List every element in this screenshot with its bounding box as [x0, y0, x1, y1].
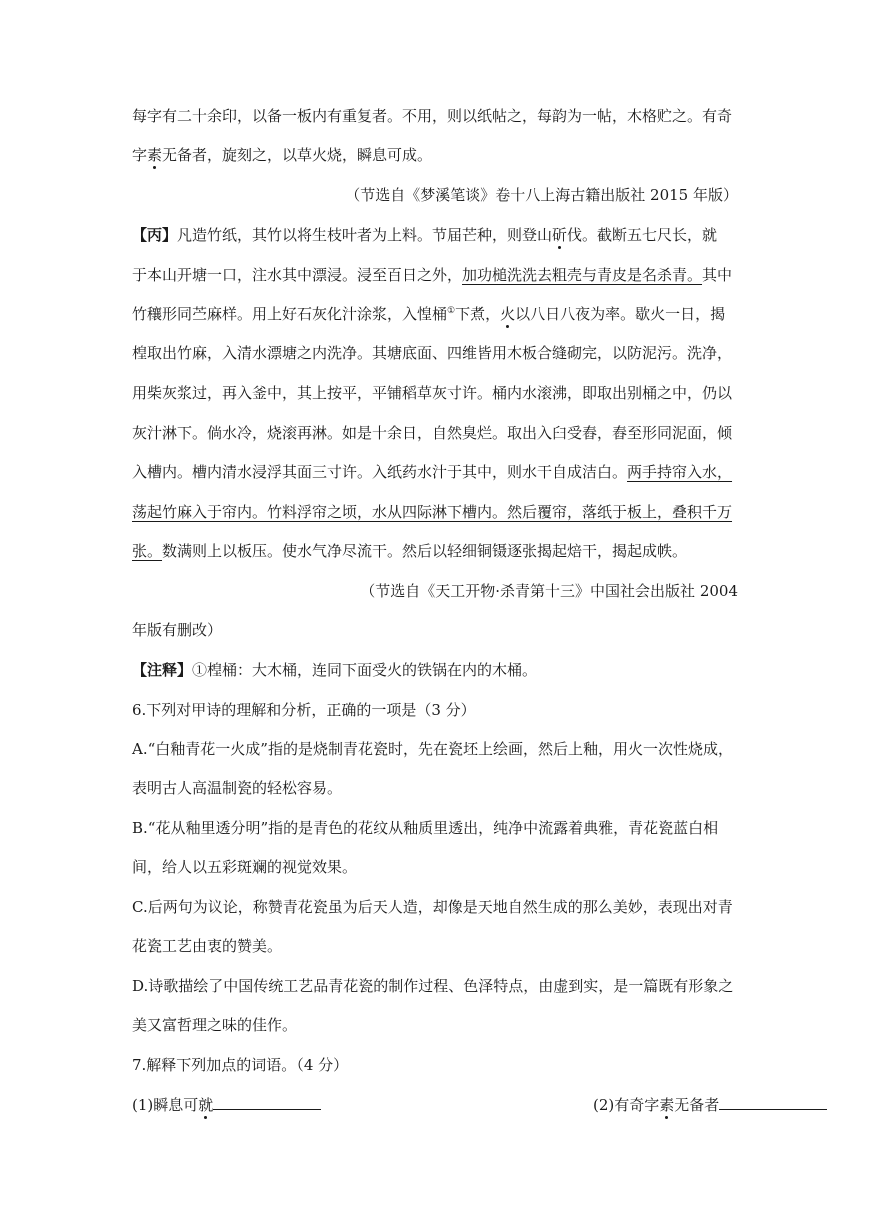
option-d: 美又富哲理之味的佳作。: [132, 1016, 298, 1034]
underlined-sentence: 荡起竹麻入于帘内。竹料浮帘之顷，水从四际淋下槽内。然后覆帘，落纸于板上，叠积千万: [132, 503, 733, 521]
answer-blank-1[interactable]: [213, 1095, 321, 1110]
underlined-sentence: 加功槌洗洗去粗壳与青皮是名杀青。: [462, 266, 703, 284]
option-a: 表明古人高温制瓷的轻松容易。: [132, 779, 343, 797]
option-b: B.“花从釉里透分明”指的是青色的花纹从釉质里透出，纯净中流露着典雅，青花瓷蓝白相: [132, 819, 719, 837]
option-a: A.“白釉青花一火成”指的是烧制青花瓷时，先在瓷坯上绘画，然后上釉，用火一次性烧成，: [132, 740, 733, 758]
passage-line: 每字有二十余印，以备一板内有重复者。不用，则以纸帖之，每韵为一帖，木格贮之。有奇: [132, 107, 733, 125]
passage-line: [132, 502, 738, 522]
dotted-char: 素: [147, 146, 163, 164]
annotation-label: 【注释】: [132, 661, 193, 679]
dotted-char: 就: [198, 1096, 214, 1114]
option-c: 花瓷工艺由衷的赞美。: [132, 937, 283, 955]
footnote-marker: ①: [447, 306, 456, 316]
option-c: C.后两句为议论，称赞青花瓷虽为后天人造，却像是天地自然生成的那么美妙，表现出对青: [132, 898, 733, 916]
passage-line: 灰汁淋下。倘水冷，烧滚再淋。如是十余日，自然臭烂。取出入臼受舂，舂至形同泥面，倾: [132, 424, 733, 442]
question-7-items: [132, 1095, 738, 1115]
source-citation: （节选自《梦溪笔谈》卷十八上海古籍出版社 2015 年版）: [345, 186, 738, 204]
q7-item-1: (1)瞬息可就: [132, 1096, 321, 1114]
dotted-char: 火: [500, 305, 516, 323]
section-label: 【丙】: [132, 226, 178, 244]
passage-line: 入槽内。槽内清水浸浮其面三寸许。入纸药水汁于其中，则水干自成洁白。两手持帘入水，: [132, 463, 733, 481]
passage-line: 张。数满则上以板压。使水气净尽流干。然后以轻细铜镊逐张揭起焙干，揭起成帙。: [132, 542, 688, 560]
dotted-char: 斫: [552, 226, 568, 244]
underlined-sentence: 张。: [132, 542, 163, 560]
q7-item-2: (2)有奇字素无备者: [593, 1095, 827, 1115]
question-6-stem: 6.下列对甲诗的理解和分析，正确的一项是（3 分）: [132, 701, 476, 719]
answer-blank-2[interactable]: [719, 1095, 827, 1110]
passage-line: 于本山开塘一口，注水其中漂浸。浸至百日之外，加功槌洗洗去粗壳与青皮是名杀青。其中: [132, 266, 733, 284]
passage-line: 楻取出竹麻，入清水漂塘之内洗净。其塘底面、四维皆用木板合缝砌完，以防泥污。洗净，: [132, 344, 733, 362]
option-b: 间，给人以五彩斑斓的视觉效果。: [132, 858, 358, 876]
option-d: D.诗歌描绘了中国传统工艺品青花瓷的制作过程、色泽特点，由虚到实，是一篇既有形象之: [132, 977, 734, 995]
underlined-sentence: 两手持帘入水，: [627, 463, 733, 481]
source-citation: 年版有删改）: [132, 621, 223, 639]
question-7-stem: 7.解释下列加点的词语。（4 分）: [132, 1056, 349, 1074]
passage-line: 竹穰形同苎麻样。用上好石灰化汁涂浆，入惶桶①下煮，火以八日八夜为率。歇火一日，揭: [132, 305, 726, 323]
source-citation: （节选自《天工开物·杀青第十三》中国社会出版社 2004: [360, 582, 738, 600]
passage-line: 用柴灰浆过，再入釜中，其上按平，平铺稻草灰寸许。桶内水滚沸，即取出别桶之中，仍以: [132, 384, 733, 402]
dotted-char: 素: [659, 1096, 675, 1114]
passage-line: 字素无备者，旋刻之，以草火烧，瞬息可成。: [132, 146, 433, 164]
annotation: 【注释】①楻桶：大木桶，连同下面受火的铁锅在内的木桶。: [132, 661, 538, 679]
passage-line: 【丙】凡造竹纸，其竹以将生枝叶者为上料。节届芒种，则登山斫伐。截断五七尺长，就: [132, 226, 718, 244]
